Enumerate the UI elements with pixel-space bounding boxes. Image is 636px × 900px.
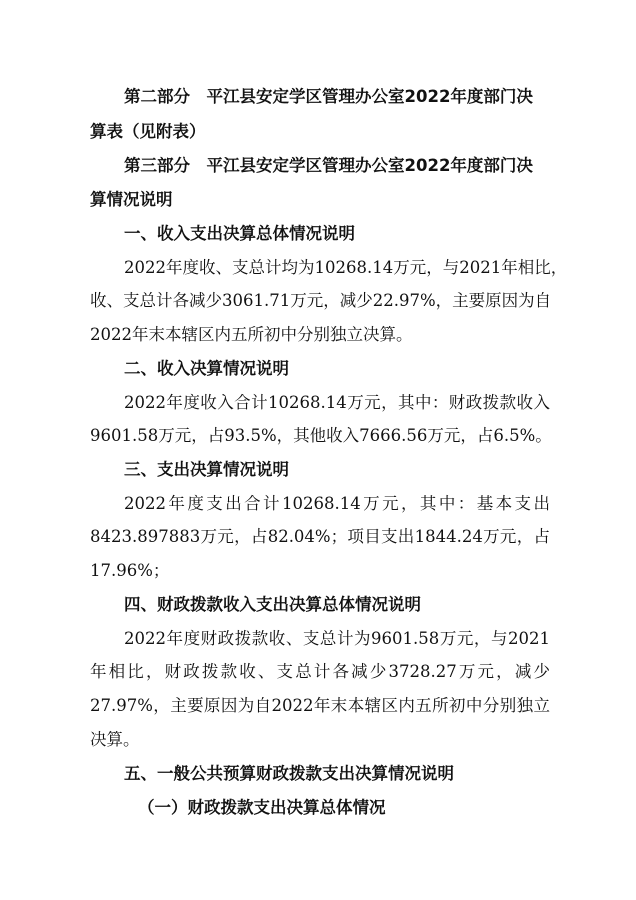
section2-title: 二、收入决算情况说明 [124, 359, 289, 378]
section4-paragraph-line1: 2022年度财政拨款收、支总计为9601.58万元，与2021 [124, 629, 550, 648]
section1-title: 一、收入支出决算总体情况说明 [124, 224, 355, 243]
part2-heading-line2: 算表（见附表） [90, 122, 206, 141]
part2-heading-line1: 第二部分 平江县安定学区管理办公室2022年度部门决 [124, 87, 533, 106]
section3-title: 三、支出决算情况说明 [124, 460, 289, 479]
section4-paragraph-line4: 决算。 [90, 730, 140, 749]
section5-title: 五、一般公共预算财政拨款支出决算情况说明 [124, 764, 454, 783]
section2-paragraph-line2: 9601.58万元，占93.5%，其他收入7666.56万元，占6.5%。 [90, 426, 552, 445]
section5-subsection1-title: （一）财政拨款支出决算总体情况 [138, 798, 386, 817]
section1-paragraph-line1: 2022年度收、支总计均为10268.14万元，与2021年相比， [124, 258, 568, 277]
part3-heading-line2: 算情况说明 [90, 190, 173, 209]
section4-paragraph-line3: 27.97%，主要原因为自2022年末本辖区内五所初中分别独立 [90, 696, 550, 715]
part3-heading-line1: 第三部分 平江县安定学区管理办公室2022年度部门决 [124, 156, 533, 175]
section3-paragraph-line2: 8423.897883万元，占82.04%；项目支出1844.24万元，占 [90, 527, 550, 546]
section3-paragraph-line3: 17.96%； [90, 561, 170, 580]
section3-paragraph-line1: 2022年度支出合计10268.14万元，其中：基本支出 [124, 494, 550, 513]
section2-paragraph-line1: 2022年度收入合计10268.14万元，其中：财政拨款收入 [124, 393, 550, 412]
section4-paragraph-line2: 年相比，财政拨款收、支总计各减少3728.27万元，减少 [90, 662, 550, 681]
section4-title: 四、财政拨款收入支出决算总体情况说明 [124, 595, 421, 614]
section1-paragraph-line2: 收、支总计各减少3061.71万元，减少22.97%，主要原因为自 [90, 291, 552, 310]
section1-paragraph-line3: 2022年末本辖区内五所初中分别独立决算。 [90, 325, 413, 344]
